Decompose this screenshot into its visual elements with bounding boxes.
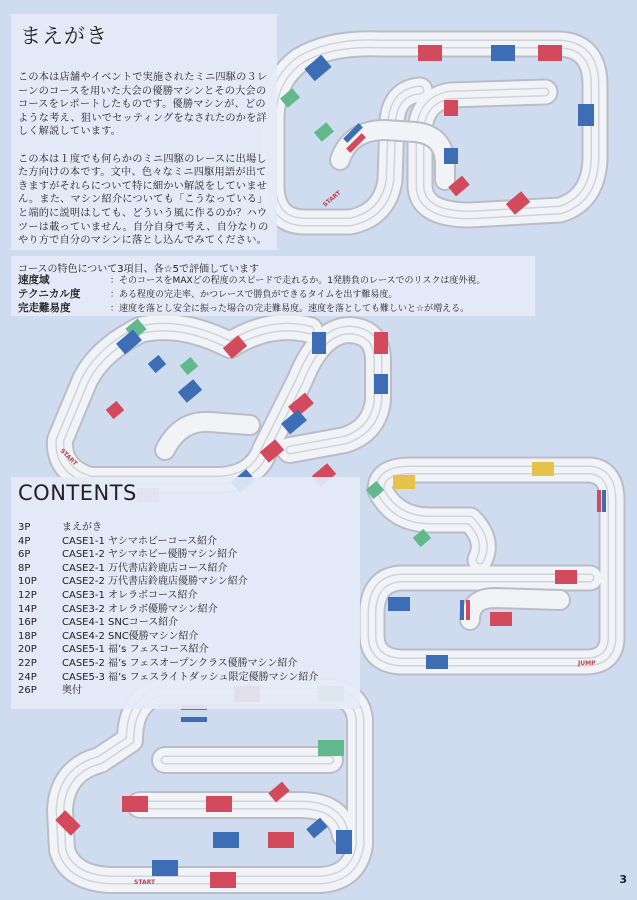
contents-item[interactable] [18, 575, 318, 589]
contents-item[interactable] [18, 657, 318, 671]
contents-item[interactable] [18, 535, 318, 549]
contents-page: 26P [18, 685, 37, 697]
contents-page: 24P [18, 671, 37, 683]
start-marking-1: START [321, 189, 343, 209]
contents-page: 16P [18, 617, 37, 629]
contents-label: まえがき [62, 522, 102, 533]
contents-label: CASE1-1 ヤシマホビーコース紹介 [62, 535, 218, 547]
contents-item[interactable] [18, 589, 318, 603]
contents-page: 10P [18, 576, 37, 588]
rating-description: ：速度を落とし安全に振った場合の完走難易度。速度を落としても難しいと☆が増える。 [110, 304, 470, 314]
contents-panel [11, 477, 360, 709]
contents-page: 6P [18, 549, 31, 561]
rating-name: 完走難易度 [18, 302, 71, 314]
course-map-3 [372, 470, 612, 662]
contents-page: 14P [18, 603, 37, 615]
contents-item[interactable] [18, 616, 318, 630]
contents-page: 18P [18, 630, 37, 642]
intro-paragraph: この本は１度でも何らかのミニ四駆のレースに出場した方向けの本です。文中、色々なミニ四駆用語が出てきますがそれらについて特に細かい解説をしていません。また、マシン紹介についても「こうなっている」と端的に説明はしても、どういう風に作るのか？ハウツーは載っていません。自分自身で考え、自分なりのやり方で自分のマシンに落とし込んでみてください。 [18, 153, 269, 247]
contents-item[interactable] [18, 671, 318, 685]
contents-page: 12P [18, 589, 37, 601]
contents-page: 20P [18, 644, 37, 656]
contents-item[interactable] [18, 603, 318, 617]
contents-label: CASE3-1 オレラボコース紹介 [62, 589, 198, 601]
contents-label: CASE2-1 万代書店鈴鹿店コース紹介 [62, 562, 228, 574]
contents-item[interactable] [18, 630, 318, 644]
course-map-4 [60, 692, 360, 880]
start-marking-2: START [58, 447, 79, 468]
contents-label: CASE1-2 ヤシマホビー優勝マシン紹介 [62, 549, 238, 561]
contents-label: CASE4-1 SNCコース紹介 [62, 617, 179, 629]
rating-item-completion [18, 300, 469, 315]
contents-item[interactable] [18, 521, 318, 535]
contents-page: 3P [18, 522, 31, 533]
contents-item[interactable] [18, 548, 318, 562]
contents-item[interactable] [18, 643, 318, 657]
course-map-2 [60, 327, 378, 480]
rating-name: 速度域 [18, 274, 50, 286]
intro-panel [11, 14, 277, 250]
rating-description: ：そのコースをMAXどの程度のスピードで走れるか。1発勝負のレースでのリスクは度外視。 [110, 276, 486, 286]
contents-page: 22P [18, 657, 37, 669]
ratings-legend-panel [11, 256, 535, 316]
intro-title: まえがき [20, 24, 108, 48]
rating-item-technical [18, 286, 397, 301]
ratings-lead-text: コースの特色について3項目、各☆5で評価しています [18, 264, 259, 275]
contents-label: CASE5-3 福’s フェスライトダッシュ限定優勝マシン紹介 [62, 671, 319, 683]
contents-label: CASE5-1 福’s フェスコース紹介 [62, 644, 209, 656]
contents-label: CASE5-2 福’s フェスオープンクラス優勝マシン紹介 [62, 657, 298, 669]
contents-label: CASE4-2 SNC優勝マシン紹介 [62, 630, 199, 642]
contents-label: CASE3-2 オレラボ優勝マシン紹介 [62, 603, 218, 615]
contents-item[interactable] [18, 562, 318, 576]
contents-title: CONTENTS [18, 481, 137, 505]
rating-item-speed [18, 272, 485, 287]
contents-item[interactable] [18, 684, 318, 698]
intro-paragraph: この本は店舗やイベントで実施されたミニ四駆の３レーンのコースを用いた大会の優勝マシンとその大会のコースをレポートしたものです。優勝マシンが、どのような考え、狙いでセッティングをなされたのかを詳しく解説しています。 [18, 72, 268, 138]
rating-name: テクニカル度 [18, 288, 81, 300]
page-number: 3 [619, 873, 627, 886]
rating-description: ：ある程度の完走率、かつレースで勝負ができるタイムを出す難易度。 [110, 290, 398, 300]
start-marking-3: START [134, 879, 156, 886]
contents-page: 8P [18, 562, 31, 574]
contents-list [18, 521, 318, 698]
contents-page: 4P [18, 535, 31, 547]
intro-body [18, 71, 276, 261]
jump-marking: JUMP [578, 660, 596, 667]
contents-label: 奥付 [62, 685, 82, 697]
contents-label: CASE2-2 万代書店鈴鹿店優勝マシン紹介 [62, 576, 248, 588]
